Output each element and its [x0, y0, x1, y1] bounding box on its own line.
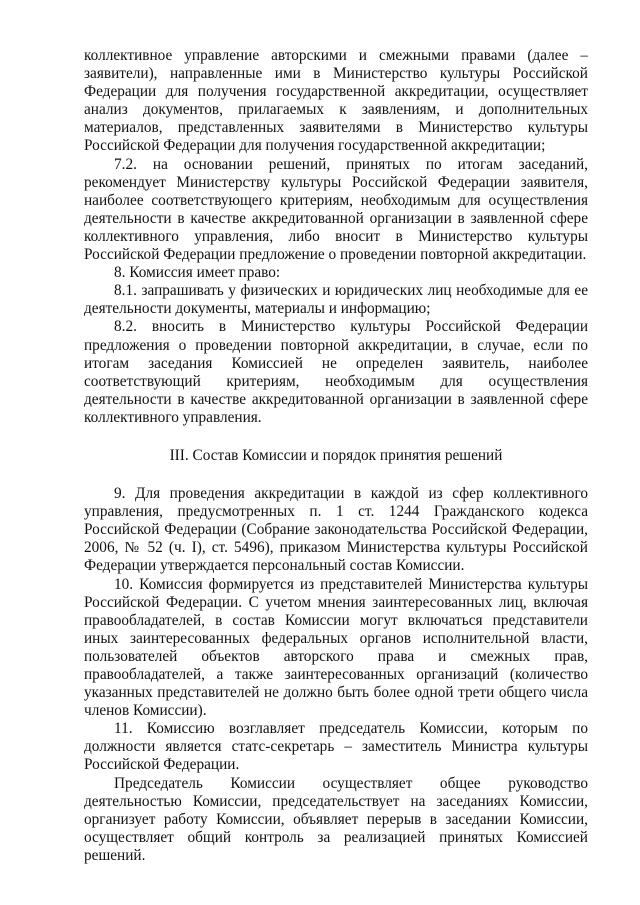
paragraph-chairman: Председатель Комиссии осуществляет общее руководство деятельностью Комиссии, председательствует на заседаниях Комиссии, организует работу Комиссии, объявляет перерыв в заседании Комиссии, осуществляет общий контроль за реализацией принятых Комиссией решений.: [84, 774, 588, 864]
paragraph-8-1: 8.1. запрашивать у физических и юридических лиц необходимые для ее деятельности документы, материалы и информацию;: [84, 282, 588, 318]
paragraph-9: 9. Для проведения аккредитации в каждой из сфер коллективного управления, предусмотренных п. 1 ст. 1244 Гражданского кодекса Российской Федерации (Собрание законодательства Российской Федерации, 2006, № 52 (ч. I), ст. 5496), приказом Министерства культуры Российской Федерации утверждается персональный состав Комиссии.: [84, 485, 588, 575]
paragraph-8: 8. Комиссия имеет право:: [114, 264, 281, 282]
section-heading: III. Состав Комиссии и порядок принятия решений: [169, 446, 503, 464]
paragraph-7-2: 7.2. на основании решений, принятых по итогам заседаний, рекомендует Министерству культуры Российской Федерации заявителя, наиболее соответствующего критериям, необходимым для осуществления деятельности в качестве аккредитованной организации в заявленной сфере коллективного управления, либо вносит в Министерство культуры Российской Федерации предложение о проведении повторной аккредитации.: [84, 155, 588, 264]
document-body: [84, 47, 588, 865]
paragraph-10: 10. Комиссия формируется из представителей Министерства культуры Российской Федерации. С учетом мнения заинтересованных лиц, включая правообладателей, в состав Комиссии могут включаться представители иных заинтересованных федеральных органов исполнительной власти, пользователей объектов авторского права и смежных прав, правообладателей, а также заинтересованных организаций (количество указанных представителей не должно быть более одной трети общего числа членов Комиссии).: [84, 575, 588, 720]
paragraph-8-2: 8.2. вносить в Министерство культуры Российской Федерации предложения о проведении повторной аккредитации, в случае, если по итогам заседания Комиссией не определен заявитель, наиболее соответствующий критериям, необходимым для осуществления деятельности в качестве аккредитованной организации в заявленной сфере коллективного управления.: [84, 318, 588, 426]
paragraph-11: 11. Комиссию возглавляет председатель Комиссии, которым по должности является статс-секретарь – заместитель Министра культуры Российской Федерации.: [84, 720, 588, 774]
paragraph-continuation: коллективное управление авторскими и смежными правами (далее – заявители), направленные ими в Министерство культуры Российской Федерации для получения государственной аккредитации, осуществляет анализ документов, прилагаемых к заявлениям, и дополнительных материалов, представленных заявителями в Министерство культуры Российской Федерации для получения государственной аккредитации;: [84, 47, 588, 155]
